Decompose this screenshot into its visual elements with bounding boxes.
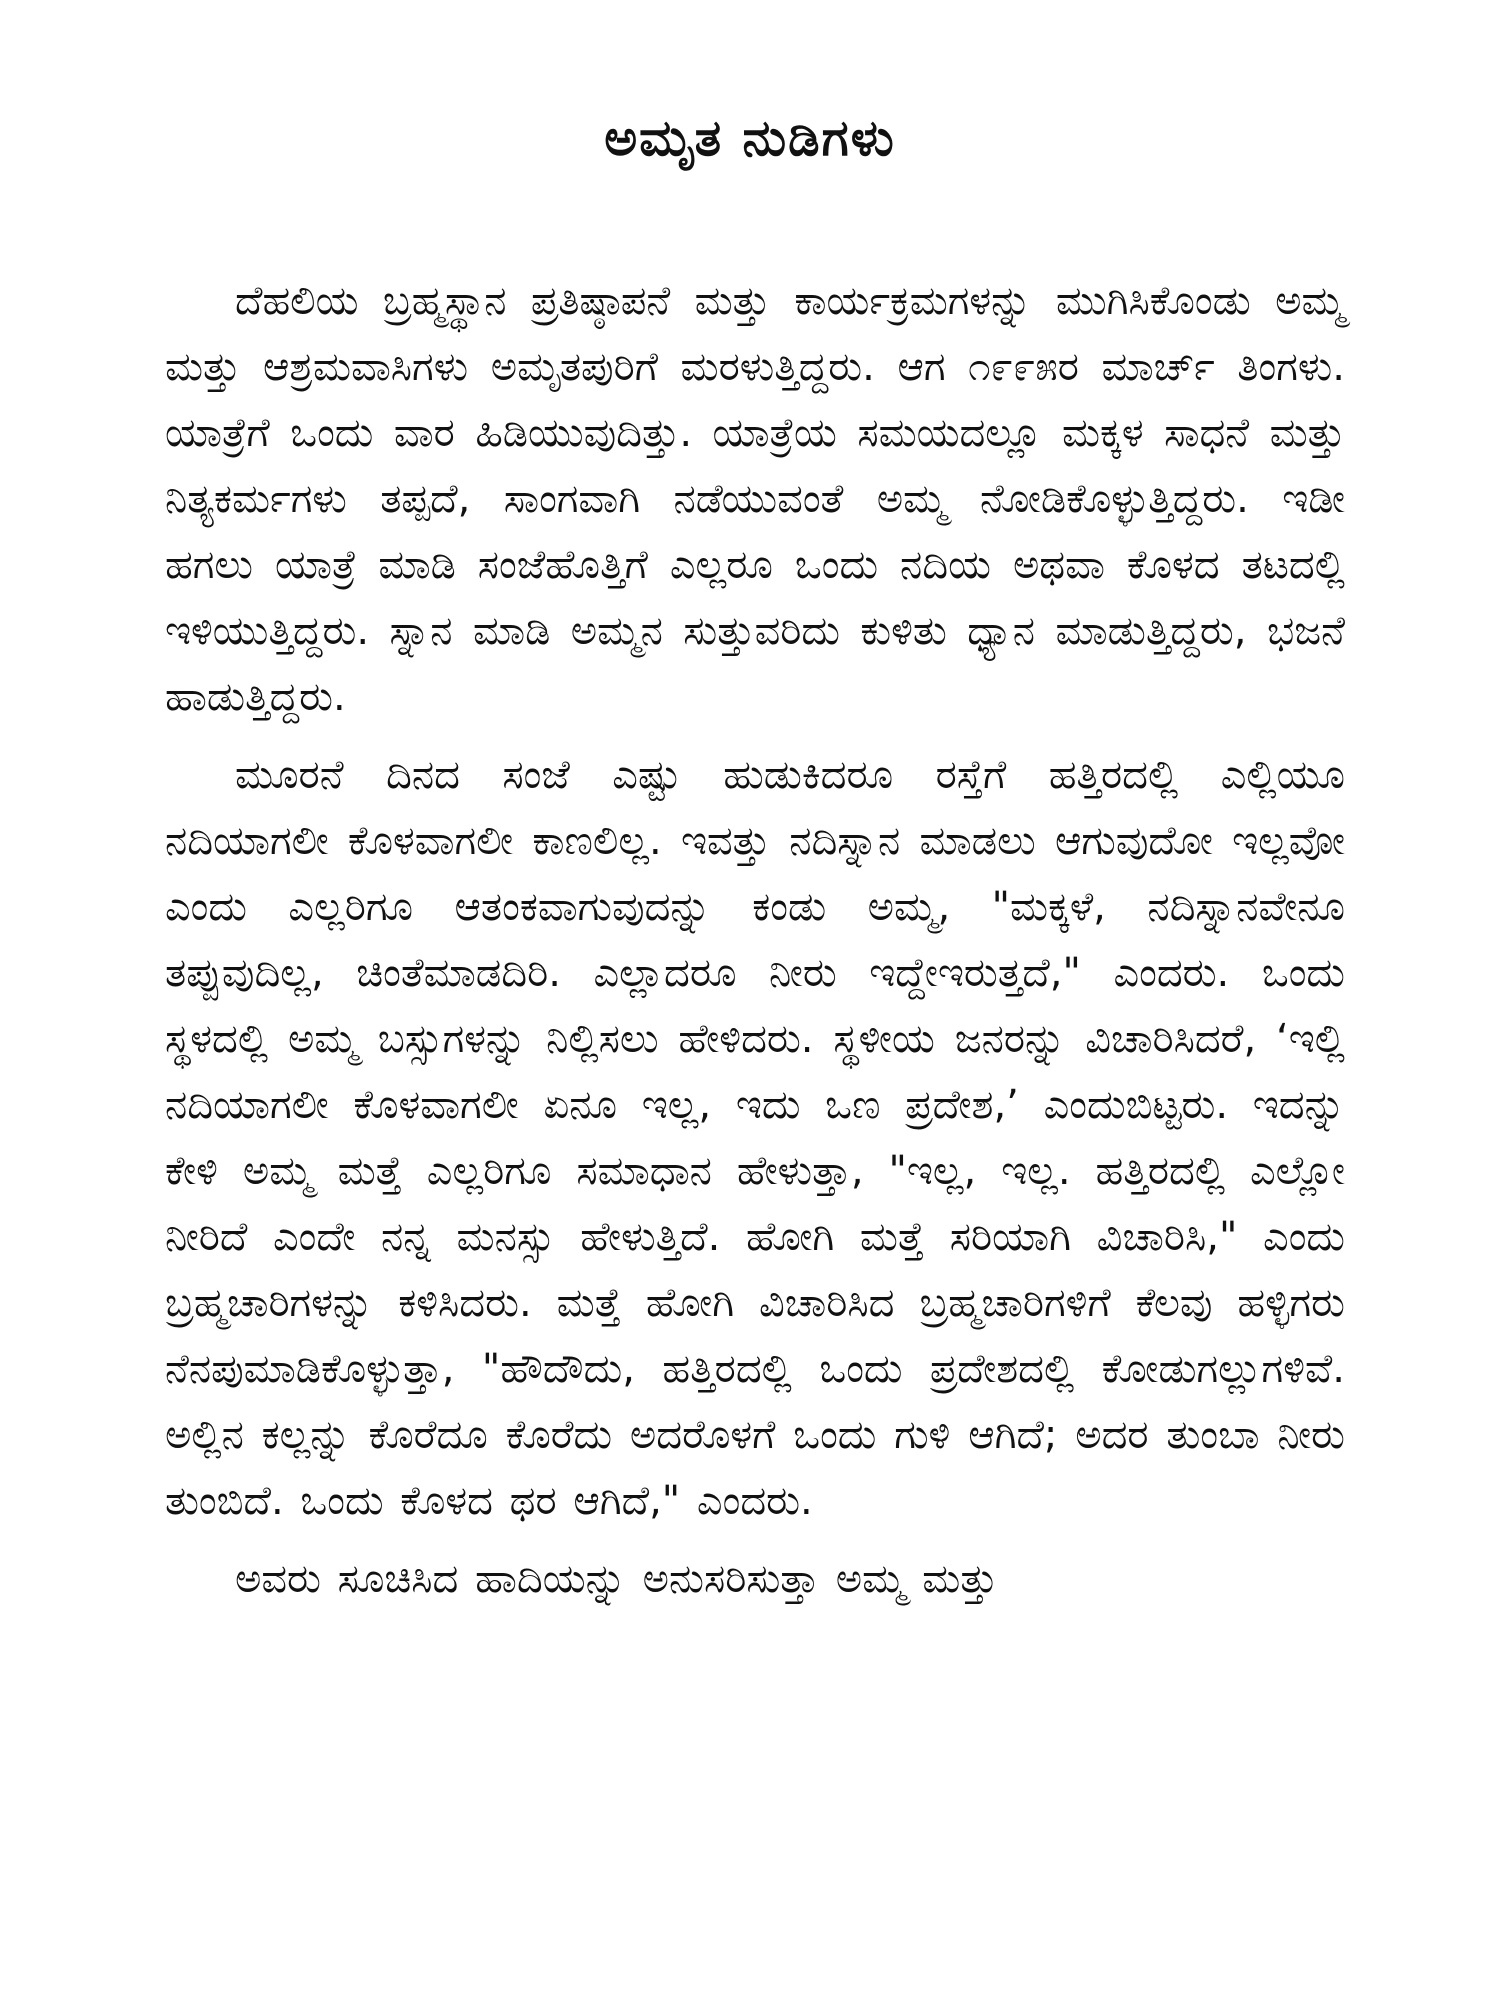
paragraph-1: ದೆಹಲಿಯ ಬ್ರಹ್ಮಸ್ಥಾನ ಪ್ರತಿಷ್ಠಾಪನೆ ಮತ್ತು ಕಾರ್ಯಕ್ರಮಗಳನ್ನು ಮುಗಿಸಿಕೊಂಡು ಅಮ್ಮ ಮತ್ತು ಆಶ್ರಮವಾಸಿಗಳು ಅಮೃತಪುರಿಗೆ ಮರಳುತ್ತಿದ್ದರು. ಆಗ ೧೯೯೫ರ ಮಾರ್ಚ್ ತಿಂಗಳು. ಯಾತ್ರೆಗೆ ಒಂದು ವಾರ ಹಿಡಿಯುವುದಿತ್ತು. ಯಾತ್ರೆಯ ಸಮಯದಲ್ಲೂ ಮಕ್ಕಳ ಸಾಧನೆ ಮತ್ತು ನಿತ್ಯಕರ್ಮಗಳು ತಪ್ಪದೆ, ಸಾಂಗವಾಗಿ ನಡೆಯುವಂತೆ ಅಮ್ಮ ನೋಡಿಕೊಳ್ಳುತ್ತಿದ್ದರು. ಇಡೀ ಹಗಲು ಯಾತ್ರೆ ಮಾಡಿ ಸಂಜೆಹೊತ್ತಿಗೆ ಎಲ್ಲರೂ ಒಂದು ನದಿಯ ಅಥವಾ ಕೊಳದ ತಟದಲ್ಲಿ ಇಳಿಯುತ್ತಿದ್ದರು. ಸ್ನಾನ ಮಾಡಿ ಅಮ್ಮನ ಸುತ್ತುವರಿದು ಕುಳಿತು ಧ್ಯಾನ ಮಾಡುತ್ತಿದ್ದರು, ಭಜನೆ ಹಾಡುತ್ತಿದ್ದರು. [165, 278, 1345, 720]
paragraph-3: ಅವರು ಸೂಚಿಸಿದ ಹಾದಿಯನ್ನು ಅನುಸರಿಸುತ್ತಾ ಅಮ್ಮ ಮತ್ತು [235, 1556, 998, 1602]
paragraph-2: ಮೂರನೆ ದಿನದ ಸಂಜೆ ಎಷ್ಟು ಹುಡುಕಿದರೂ ರಸ್ತೆಗೆ ಹತ್ತಿರದಲ್ಲಿ ಎಲ್ಲಿಯೂ ನದಿಯಾಗಲೀ ಕೊಳವಾಗಲೀ ಕಾಣಲಿಲ್ಲ. ಇವತ್ತು ನದಿಸ್ನಾನ ಮಾಡಲು ಆಗುವುದೋ ಇಲ್ಲವೋ ಎಂದು ಎಲ್ಲರಿಗೂ ಆತಂಕವಾಗುವುದನ್ನು ಕಂಡು ಅಮ್ಮ, "ಮಕ್ಕಳೆ, ನದಿಸ್ನಾನವೇನೂ ತಪ್ಪುವುದಿಲ್ಲ, ಚಿಂತೆಮಾಡದಿರಿ. ಎಲ್ಲಾದರೂ ನೀರು ಇದ್ದೇಇರುತ್ತದೆ," ಎಂದರು. ಒಂದು ಸ್ಥಳದಲ್ಲಿ ಅಮ್ಮ ಬಸ್ಸುಗಳನ್ನು ನಿಲ್ಲಿಸಲು ಹೇಳಿದರು. ಸ್ಥಳೀಯ ಜನರನ್ನು ವಿಚಾರಿಸಿದರೆ, ‘ಇಲ್ಲಿ ನದಿಯಾಗಲೀ ಕೊಳವಾಗಲೀ ಏನೂ ಇಲ್ಲ, ಇದು ಒಣ ಪ್ರದೇಶ,’ ಎಂದುಬಿಟ್ಟರು. ಇದನ್ನು ಕೇಳಿ ಅಮ್ಮ ಮತ್ತೆ ಎಲ್ಲರಿಗೂ ಸಮಾಧಾನ ಹೇಳುತ್ತಾ, "ಇಲ್ಲ, ಇಲ್ಲ. ಹತ್ತಿರದಲ್ಲಿ ಎಲ್ಲೋ ನೀರಿದೆ ಎಂದೇ ನನ್ನ ಮನಸ್ಸು ಹೇಳುತ್ತಿದೆ. ಹೋಗಿ ಮತ್ತೆ ಸರಿಯಾಗಿ ವಿಚಾರಿಸಿ," ಎಂದು ಬ್ರಹ್ಮಚಾರಿಗಳನ್ನು ಕಳಿಸಿದರು. ಮತ್ತೆ ಹೋಗಿ ವಿಚಾರಿಸಿದ ಬ್ರಹ್ಮಚಾರಿಗಳಿಗೆ ಕೆಲವು ಹಳ್ಳಿಗರು ನೆನಪುಮಾಡಿಕೊಳ್ಳುತ್ತಾ, "ಹೌದೌದು, ಹತ್ತಿರದಲ್ಲಿ ಒಂದು ಪ್ರದೇಶದಲ್ಲಿ ಕೋಡುಗಲ್ಲುಗಳಿವೆ. ಅಲ್ಲಿನ ಕಲ್ಲನ್ನು ಕೊರೆದೂ ಕೊರೆದು ಅದರೊಳಗೆ ಒಂದು ಗುಳಿ ಆಗಿದೆ; ಅದರ ತುಂಬಾ ನೀರು ತುಂಬಿದೆ. ಒಂದು ಕೊಳದ ಥರ ಆಗಿದೆ," ಎಂದರು. [165, 752, 1345, 1524]
page-title: ಅಮೃತ ನುಡಿಗಳು [604, 109, 896, 167]
document-body [165, 268, 1345, 1624]
